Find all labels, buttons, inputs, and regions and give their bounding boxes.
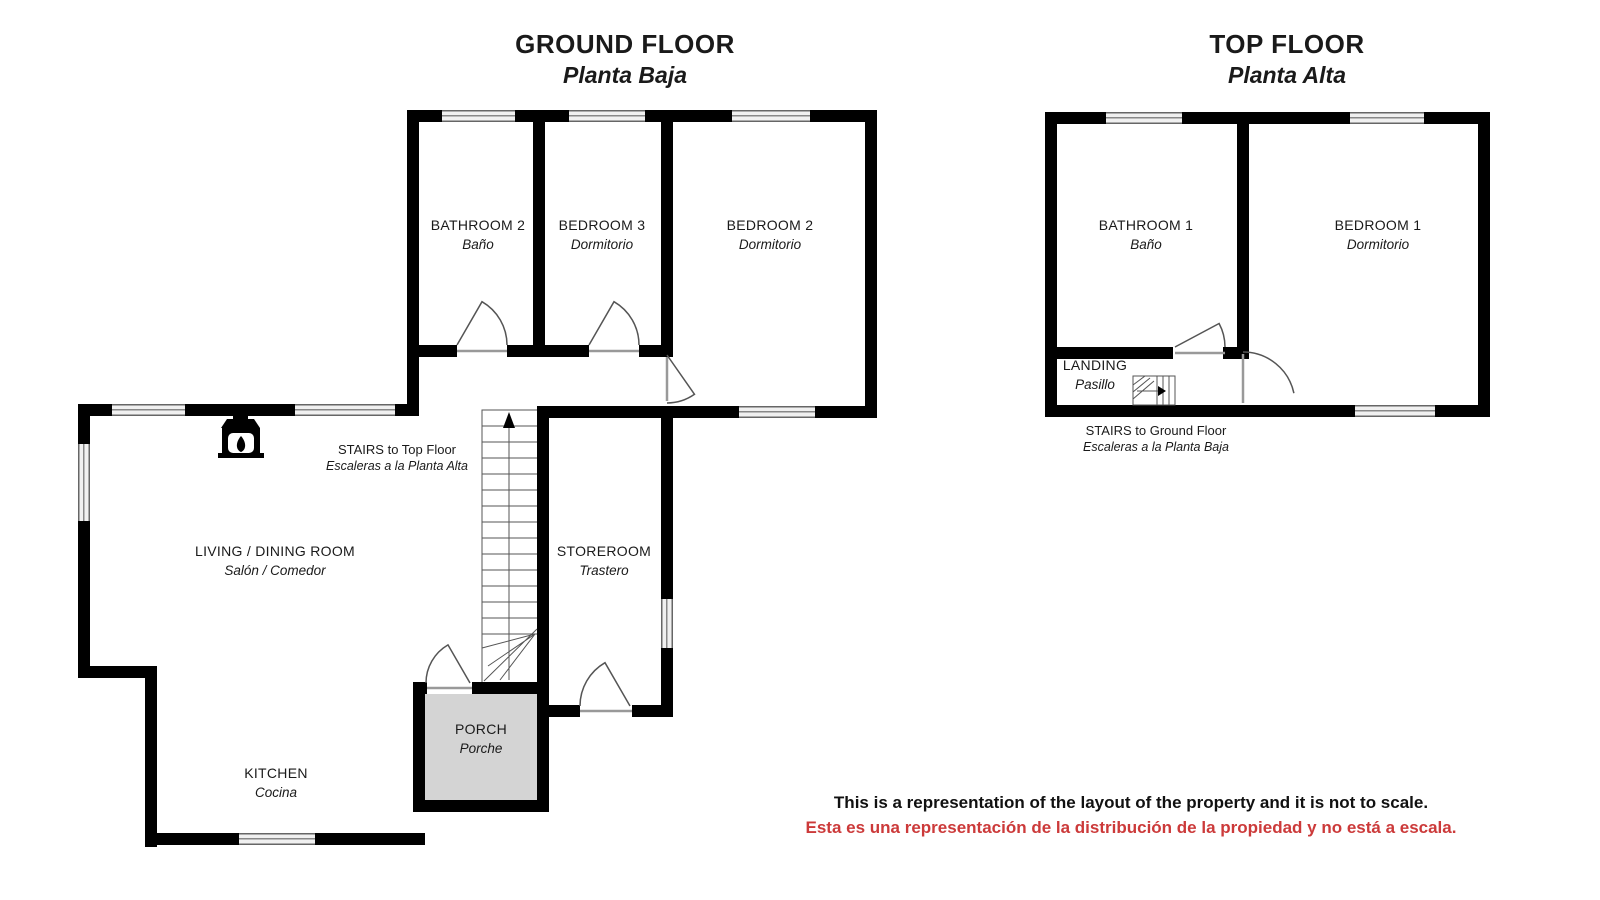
ground-floor-subtitle: Planta Baja xyxy=(563,62,687,88)
door-swing-porch xyxy=(426,645,470,683)
room-label-kitchen: KITCHEN Cocina xyxy=(244,765,308,800)
room-label-bedroom3: BEDROOM 3 Dormitorio xyxy=(558,217,646,252)
disclaimer-block xyxy=(769,790,1493,840)
room-label-bathroom2: BATHROOM 2 Baño xyxy=(430,217,526,252)
stairs-label-ground-floor: STAIRS to Top Floor Escaleras a la Planta Alta xyxy=(326,442,468,473)
room-label-bedroom1: BEDROOM 1 Dormitorio xyxy=(1334,217,1422,252)
room-label-bedroom2: BEDROOM 2 Dormitorio xyxy=(726,217,814,252)
door-swing-bathroom2 xyxy=(457,302,507,345)
room-label-living: LIVING / DINING ROOM Salón / Comedor xyxy=(194,543,356,578)
stairs-label-top-floor: STAIRS to Ground Floor Escaleras a la Planta Baja xyxy=(1083,423,1229,454)
ground-floor-title: GROUND FLOOR xyxy=(515,29,735,59)
room-label-porch: PORCH Porche xyxy=(454,721,508,756)
staircase-ground-floor xyxy=(482,410,537,682)
fireplace-icon xyxy=(218,410,264,458)
top-floor-subtitle: Planta Alta xyxy=(1227,62,1346,88)
door-swing-bedroom2 xyxy=(667,355,695,403)
disclaimer-spanish: Esta es una representación de la distribución de la propiedad y no está a escala. xyxy=(805,818,1457,837)
door-thresholds xyxy=(427,351,1243,711)
staircase-landing-icon xyxy=(1133,376,1175,405)
top-floor-title: TOP FLOOR xyxy=(1209,29,1365,59)
room-label-bathroom1: BATHROOM 1 Baño xyxy=(1098,217,1194,252)
disclaimer-english: This is a representation of the layout of the property and it is not to scale. xyxy=(833,793,1429,812)
room-label-storeroom: STOREROOM Trastero xyxy=(556,543,652,578)
door-swing-storeroom xyxy=(580,663,630,706)
stairs-up-arrow xyxy=(503,412,515,428)
room-label-landing: LANDING Pasillo xyxy=(1062,357,1128,392)
door-swing-bedroom1 xyxy=(1243,352,1294,393)
stairs-down-arrow xyxy=(1158,386,1166,396)
door-swing-bedroom3 xyxy=(589,302,639,345)
door-swing-bathroom1 xyxy=(1175,324,1225,348)
